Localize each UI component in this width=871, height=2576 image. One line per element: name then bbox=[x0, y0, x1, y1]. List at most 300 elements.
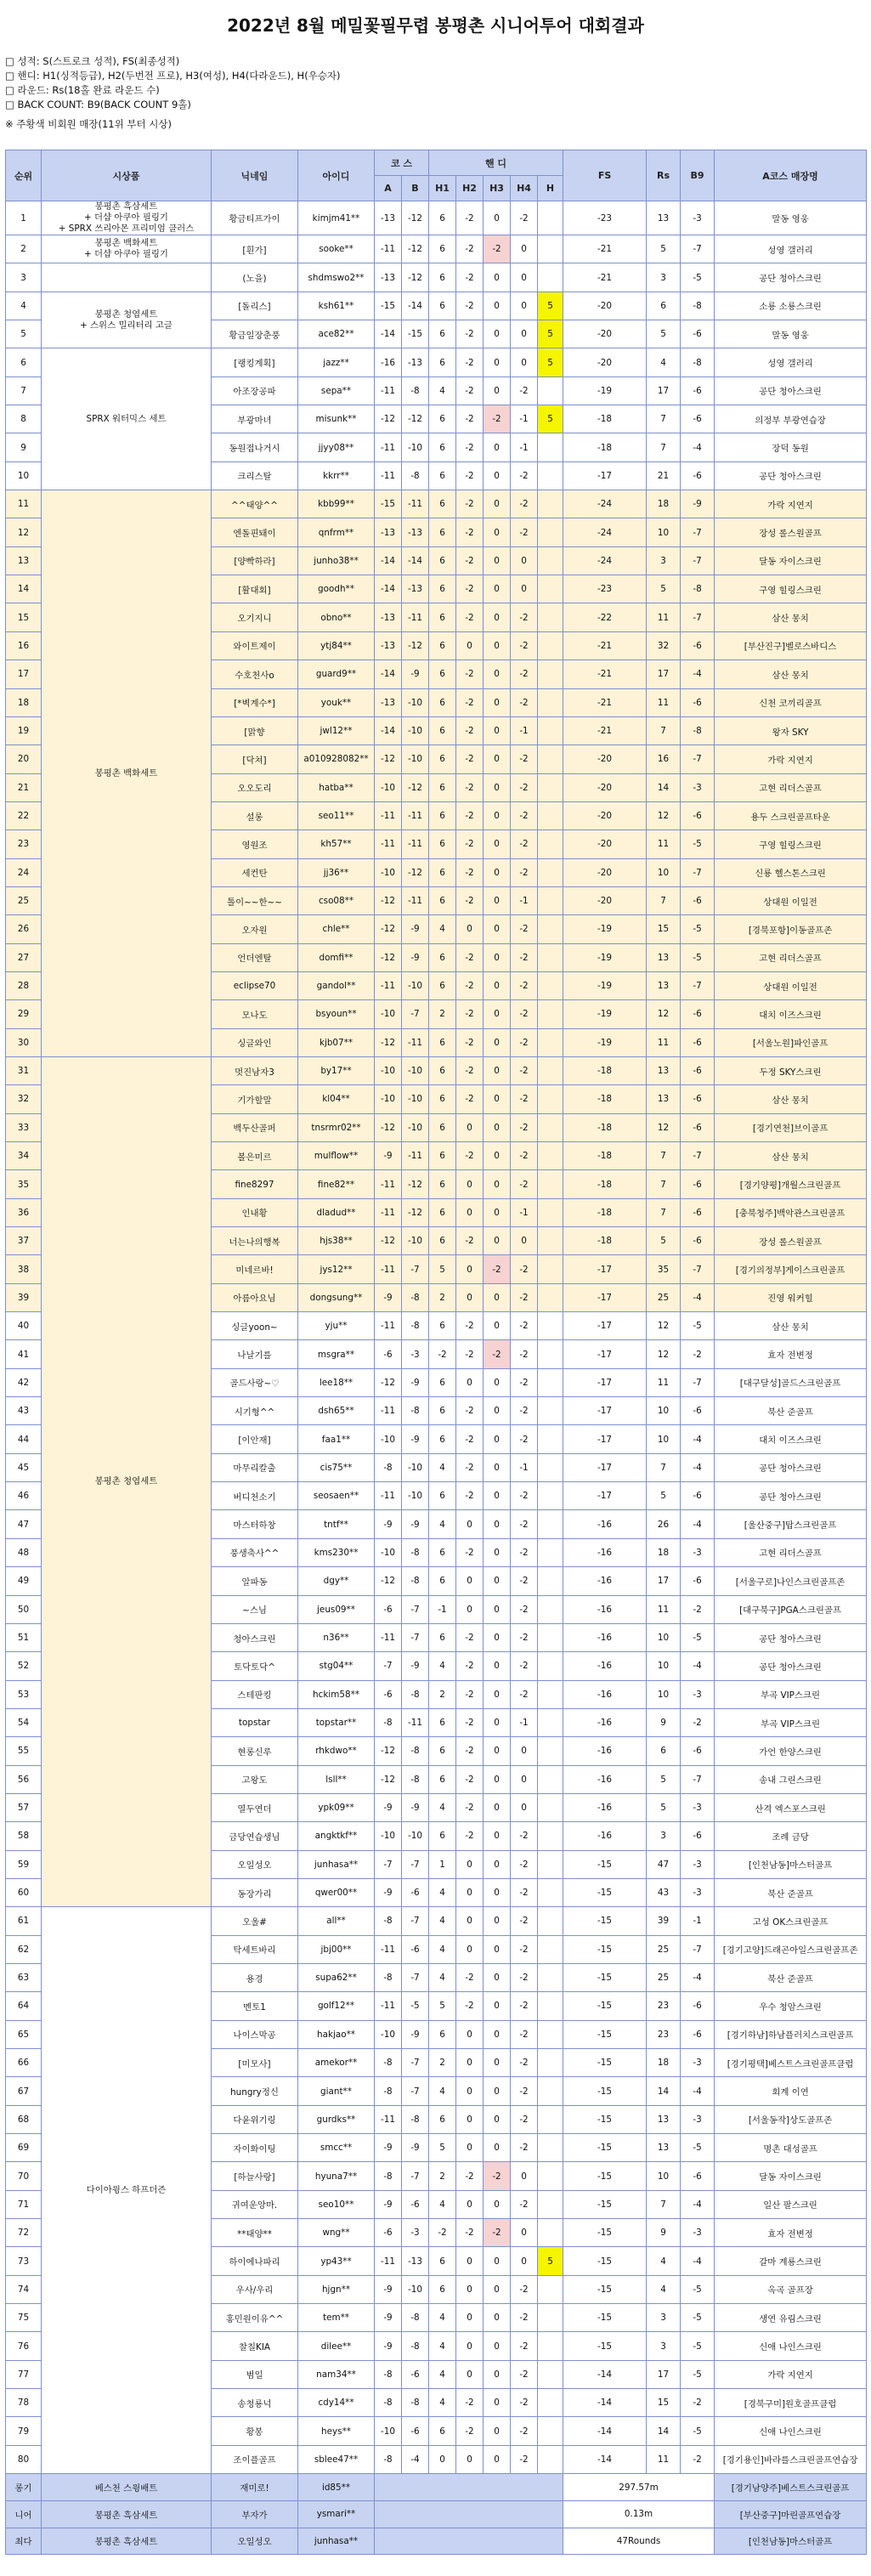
cell-course-a: -9 bbox=[375, 2275, 402, 2303]
cell-venue: 옥곡 골프장 bbox=[715, 2275, 867, 2303]
award-venue: [부산중구]마린골프연습장 bbox=[715, 2500, 867, 2528]
cell-rs: 16 bbox=[647, 745, 681, 773]
cell-h1: 6 bbox=[429, 830, 456, 858]
cell-h2: 0 bbox=[456, 2332, 484, 2360]
cell-nickname: 마무리칼출 bbox=[212, 1453, 298, 1481]
cell-nickname: 너는나의행복 bbox=[212, 1227, 298, 1255]
cell-course-a: -10 bbox=[375, 1000, 402, 1028]
cell-rank: 55 bbox=[6, 1737, 42, 1765]
cell-h2: -2 bbox=[456, 1397, 484, 1425]
cell-nickname: [랭킹계획] bbox=[212, 348, 298, 376]
cell-fs: -17 bbox=[563, 1283, 647, 1311]
cell-h2: -2 bbox=[456, 348, 484, 376]
cell-course-a: -11 bbox=[375, 830, 402, 858]
cell-h3: 0 bbox=[484, 830, 511, 858]
cell-nickname: 오기지니 bbox=[212, 603, 298, 631]
cell-rs: 11 bbox=[647, 603, 681, 631]
cell-h2: -2 bbox=[456, 1793, 484, 1821]
cell-h2: -2 bbox=[456, 1822, 484, 1850]
award-row bbox=[6, 2528, 867, 2555]
cell-rs: 12 bbox=[647, 801, 681, 829]
cell-course-b: -6 bbox=[402, 1878, 429, 1906]
award-prize: 봉평촌 흑삼세트 bbox=[42, 2528, 212, 2555]
cell-course-b: -12 bbox=[402, 1170, 429, 1198]
cell-b9: -4 bbox=[681, 1425, 715, 1453]
cell-h3: 0 bbox=[484, 320, 511, 348]
cell-nickname: 기가할말 bbox=[212, 1085, 298, 1113]
cell-id: dsh65** bbox=[298, 1397, 375, 1425]
cell-h2: 0 bbox=[456, 1850, 484, 1878]
cell-h bbox=[538, 943, 563, 971]
cell-h4: -1 bbox=[511, 1708, 538, 1736]
cell-course-b: -13 bbox=[402, 348, 429, 376]
cell-nickname: fine8297 bbox=[212, 1170, 298, 1198]
cell-course-b: -8 bbox=[402, 1538, 429, 1566]
cell-rs: 5 bbox=[647, 235, 681, 263]
cell-course-b: -11 bbox=[402, 490, 429, 518]
cell-h bbox=[538, 2020, 563, 2048]
cell-h bbox=[538, 1482, 563, 1510]
cell-nickname: 황금티프가이 bbox=[212, 201, 298, 235]
cell-rs: 4 bbox=[647, 2247, 681, 2275]
cell-rank: 23 bbox=[6, 830, 42, 858]
cell-h3: 0 bbox=[484, 1453, 511, 1481]
cell-h1: 2 bbox=[429, 1000, 456, 1028]
cell-course-a: -11 bbox=[375, 235, 402, 263]
cell-course-a: -10 bbox=[375, 2417, 402, 2445]
cell-nickname: 멋진남자3 bbox=[212, 1056, 298, 1084]
cell-venue: 의정부 부광연습장 bbox=[715, 405, 867, 433]
cell-h1: 4 bbox=[429, 1907, 456, 1935]
cell-prize: 봉평촌 백화세트 + 더샵 아쿠아 필링기 bbox=[42, 235, 212, 263]
cell-id: dladud** bbox=[298, 1198, 375, 1226]
cell-fs: -20 bbox=[563, 858, 647, 886]
header-h2: H2 bbox=[456, 176, 484, 201]
cell-fs: -18 bbox=[563, 405, 647, 433]
cell-course-b: -7 bbox=[402, 2077, 429, 2105]
cell-h3: 0 bbox=[484, 348, 511, 376]
cell-id: smcc** bbox=[298, 2134, 375, 2162]
cell-id: ksh61** bbox=[298, 292, 375, 320]
cell-rank: 32 bbox=[6, 1085, 42, 1113]
cell-b9: -3 bbox=[681, 1850, 715, 1878]
cell-h4: -2 bbox=[511, 1368, 538, 1396]
cell-id: kjb07** bbox=[298, 1028, 375, 1056]
cell-fs: -15 bbox=[563, 2190, 647, 2218]
cell-h4: -1 bbox=[511, 405, 538, 433]
cell-course-a: -7 bbox=[375, 1850, 402, 1878]
cell-h3: 0 bbox=[484, 1170, 511, 1198]
cell-h2: 0 bbox=[456, 2134, 484, 2162]
cell-h bbox=[538, 1142, 563, 1170]
cell-b9: -2 bbox=[681, 1595, 715, 1623]
cell-b9: -6 bbox=[681, 461, 715, 490]
cell-rank: 22 bbox=[6, 801, 42, 829]
cell-h1: 6 bbox=[429, 1056, 456, 1084]
cell-prize: 다이아윙스 하프더즌 bbox=[42, 1907, 212, 2474]
cell-rank: 11 bbox=[6, 490, 42, 518]
cell-h1: 6 bbox=[429, 1085, 456, 1113]
cell-fs: -17 bbox=[563, 1397, 647, 1425]
cell-course-a: -10 bbox=[375, 1425, 402, 1453]
cell-h bbox=[538, 1113, 563, 1141]
cell-rank: 19 bbox=[6, 716, 42, 744]
cell-course-a: -8 bbox=[375, 2360, 402, 2388]
cell-b9: -5 bbox=[681, 2134, 715, 2162]
award-value: 297.57m bbox=[563, 2474, 715, 2501]
cell-fs: -18 bbox=[563, 433, 647, 461]
cell-fs: -14 bbox=[563, 2417, 647, 2445]
cell-h1: 6 bbox=[429, 943, 456, 971]
cell-venue: 삼산 몽치 bbox=[715, 603, 867, 631]
cell-h bbox=[538, 263, 563, 292]
cell-b9: -6 bbox=[681, 1227, 715, 1255]
cell-h3: 0 bbox=[484, 2020, 511, 2048]
cell-venue: [경기연천]브이골프 bbox=[715, 1113, 867, 1141]
cell-h bbox=[538, 2219, 563, 2247]
cell-h4: -2 bbox=[511, 801, 538, 829]
cell-b9: -9 bbox=[681, 490, 715, 518]
cell-fs: -21 bbox=[563, 716, 647, 744]
special-awards bbox=[6, 2474, 867, 2555]
cell-fs: -15 bbox=[563, 2077, 647, 2105]
cell-fs: -15 bbox=[563, 2304, 647, 2332]
cell-venue: 갈마 계룡스크린 bbox=[715, 2247, 867, 2275]
cell-nickname: 오울# bbox=[212, 1907, 298, 1935]
cell-fs: -20 bbox=[563, 773, 647, 801]
cell-course-a: -11 bbox=[375, 433, 402, 461]
cell-fs: -18 bbox=[563, 1056, 647, 1084]
cell-rank: 40 bbox=[6, 1312, 42, 1340]
cell-id: a010928082** bbox=[298, 745, 375, 773]
cell-course-b: -8 bbox=[402, 2105, 429, 2133]
cell-h4: -2 bbox=[511, 773, 538, 801]
cell-fs: -19 bbox=[563, 1000, 647, 1028]
cell-venue: 삼산 몽치 bbox=[715, 1142, 867, 1170]
cell-h4: 0 bbox=[511, 292, 538, 320]
cell-nickname: 톨이~~한~~ bbox=[212, 886, 298, 914]
cell-h2: -2 bbox=[456, 971, 484, 999]
cell-venue: 달동 자이스크린 bbox=[715, 546, 867, 575]
cell-nickname: [맑향 bbox=[212, 716, 298, 744]
cell-h4: 0 bbox=[511, 235, 538, 263]
cell-course-b: -7 bbox=[402, 1000, 429, 1028]
cell-b9: -6 bbox=[681, 1992, 715, 2020]
header-course: 코 스 bbox=[375, 150, 429, 176]
cell-course-a: -14 bbox=[375, 320, 402, 348]
cell-nickname: 풍생축사^^ bbox=[212, 1538, 298, 1566]
cell-rs: 13 bbox=[647, 1056, 681, 1084]
cell-b9: -6 bbox=[681, 801, 715, 829]
cell-rank: 80 bbox=[6, 2445, 42, 2473]
cell-nickname: 아조장공파 bbox=[212, 376, 298, 405]
cell-rank: 42 bbox=[6, 1368, 42, 1396]
cell-rs: 5 bbox=[647, 320, 681, 348]
cell-rs: 13 bbox=[647, 201, 681, 235]
cell-course-a: -8 bbox=[375, 2162, 402, 2190]
cell-b9: -7 bbox=[681, 518, 715, 546]
cell-venue: 조례 금당 bbox=[715, 1822, 867, 1850]
cell-b9: -6 bbox=[681, 1085, 715, 1113]
cell-id: cdy14** bbox=[298, 2389, 375, 2417]
cell-b9: -6 bbox=[681, 1482, 715, 1510]
cell-h bbox=[538, 1397, 563, 1425]
cell-h1: 6 bbox=[429, 1113, 456, 1141]
cell-course-a: -11 bbox=[375, 971, 402, 999]
cell-rs: 17 bbox=[647, 1567, 681, 1595]
cell-h bbox=[538, 1935, 563, 1963]
header-a: A bbox=[375, 176, 402, 201]
cell-b9: -6 bbox=[681, 886, 715, 914]
cell-h bbox=[538, 2445, 563, 2473]
cell-rank: 44 bbox=[6, 1425, 42, 1453]
cell-nickname: 스테판킹 bbox=[212, 1680, 298, 1708]
cell-course-b: -6 bbox=[402, 2190, 429, 2218]
cell-h4: -2 bbox=[511, 2049, 538, 2077]
cell-h1: 6 bbox=[429, 1822, 456, 1850]
cell-b9: -8 bbox=[681, 575, 715, 603]
cell-h4: -1 bbox=[511, 886, 538, 914]
cell-h3: 0 bbox=[484, 1283, 511, 1311]
cell-h3: 0 bbox=[484, 1963, 511, 1991]
cell-h3: 0 bbox=[484, 2077, 511, 2105]
cell-course-b: -8 bbox=[402, 1680, 429, 1708]
cell-id: amekor** bbox=[298, 2049, 375, 2077]
cell-rs: 3 bbox=[647, 2304, 681, 2332]
cell-h2: 0 bbox=[456, 1255, 484, 1283]
cell-rank: 49 bbox=[6, 1567, 42, 1595]
cell-nickname: 미네르바! bbox=[212, 1255, 298, 1283]
cell-rs: 5 bbox=[647, 1793, 681, 1821]
cell-course-a: -9 bbox=[375, 1878, 402, 1906]
cell-fs: -20 bbox=[563, 886, 647, 914]
cell-b9: -6 bbox=[681, 1056, 715, 1084]
cell-rs: 10 bbox=[647, 1397, 681, 1425]
cell-id: cis75** bbox=[298, 1453, 375, 1481]
cell-h1: 6 bbox=[429, 2275, 456, 2303]
legend-note: ※ 주황색 비회원 매장(11위 부터 시상) bbox=[5, 118, 172, 130]
cell-h bbox=[538, 1963, 563, 1991]
cell-venue: 구영 힐링스크린 bbox=[715, 575, 867, 603]
cell-id: bsyoun** bbox=[298, 1000, 375, 1028]
cell-course-b: -6 bbox=[402, 2417, 429, 2445]
table-row bbox=[6, 263, 867, 292]
cell-course-b: -9 bbox=[402, 2134, 429, 2162]
cell-h2: -2 bbox=[456, 1765, 484, 1793]
cell-h2: -2 bbox=[456, 858, 484, 886]
cell-course-a: -6 bbox=[375, 1680, 402, 1708]
cell-course-a: -9 bbox=[375, 2134, 402, 2162]
cell-id: youk** bbox=[298, 688, 375, 716]
header-rs: Rs bbox=[647, 150, 681, 201]
cell-b9: -6 bbox=[681, 631, 715, 660]
cell-course-b: -8 bbox=[402, 1737, 429, 1765]
cell-b9: -1 bbox=[681, 1907, 715, 1935]
header-fs: FS bbox=[563, 150, 647, 201]
cell-rs: 13 bbox=[647, 2134, 681, 2162]
cell-venue: 일산 팔스크린 bbox=[715, 2190, 867, 2218]
cell-fs: -15 bbox=[563, 1907, 647, 1935]
cell-b9: -3 bbox=[681, 773, 715, 801]
cell-course-b: -10 bbox=[402, 971, 429, 999]
cell-h4: -2 bbox=[511, 2275, 538, 2303]
cell-course-b: -8 bbox=[402, 1567, 429, 1595]
cell-h2: 0 bbox=[456, 1595, 484, 1623]
cell-h2: -2 bbox=[456, 235, 484, 263]
cell-b9: -5 bbox=[681, 2417, 715, 2445]
cell-rank: 45 bbox=[6, 1453, 42, 1481]
cell-nickname: 골드사랑~♡ bbox=[212, 1368, 298, 1396]
cell-b9: -6 bbox=[681, 1737, 715, 1765]
cell-h1: 6 bbox=[429, 1425, 456, 1453]
cell-h3: -2 bbox=[484, 1255, 511, 1283]
cell-venue: 북산 준골프 bbox=[715, 1963, 867, 1991]
cell-rs: 7 bbox=[647, 886, 681, 914]
cell-h bbox=[538, 1652, 563, 1680]
cell-h bbox=[538, 1992, 563, 2020]
cell-h4: -2 bbox=[511, 660, 538, 688]
cell-h4: -2 bbox=[511, 2077, 538, 2105]
cell-course-a: -10 bbox=[375, 1085, 402, 1113]
cell-course-b: -7 bbox=[402, 1963, 429, 1991]
cell-course-b: -12 bbox=[402, 631, 429, 660]
cell-rank: 47 bbox=[6, 1510, 42, 1538]
cell-course-a: -12 bbox=[375, 745, 402, 773]
cell-fs: -21 bbox=[563, 235, 647, 263]
cell-venue: 가락 지연지 bbox=[715, 490, 867, 518]
cell-h4: -2 bbox=[511, 1340, 538, 1368]
cell-course-a: -8 bbox=[375, 2077, 402, 2105]
cell-nickname: 오오도리 bbox=[212, 773, 298, 801]
cell-h1: 4 bbox=[429, 915, 456, 943]
cell-id: hatba** bbox=[298, 773, 375, 801]
cell-h4: 0 bbox=[511, 546, 538, 575]
cell-h1: 2 bbox=[429, 2162, 456, 2190]
header-prize: 시상품 bbox=[42, 150, 212, 201]
cell-rank: 3 bbox=[6, 263, 42, 292]
cell-venue: 구영 힐링스크린 bbox=[715, 830, 867, 858]
cell-id: stg04** bbox=[298, 1652, 375, 1680]
cell-h2: -2 bbox=[456, 745, 484, 773]
cell-fs: -16 bbox=[563, 1623, 647, 1651]
cell-course-b: -8 bbox=[402, 2389, 429, 2417]
award-spacer bbox=[375, 2474, 563, 2501]
cell-course-b: -8 bbox=[402, 1397, 429, 1425]
cell-h1: 6 bbox=[429, 660, 456, 688]
cell-fs: -23 bbox=[563, 575, 647, 603]
cell-venue: [부산진구]벨로스바디스 bbox=[715, 631, 867, 660]
cell-h3: 0 bbox=[484, 1878, 511, 1906]
cell-rs: 7 bbox=[647, 1453, 681, 1481]
cell-h4: -2 bbox=[511, 2445, 538, 2473]
cell-b9: -7 bbox=[681, 546, 715, 575]
cell-h bbox=[538, 660, 563, 688]
cell-id: yju** bbox=[298, 1312, 375, 1340]
cell-b9: -6 bbox=[681, 376, 715, 405]
cell-rank: 38 bbox=[6, 1255, 42, 1283]
cell-rank: 20 bbox=[6, 745, 42, 773]
cell-h2: -2 bbox=[456, 1482, 484, 1510]
cell-course-b: -4 bbox=[402, 2445, 429, 2473]
cell-rs: 23 bbox=[647, 2020, 681, 2048]
cell-h1: 6 bbox=[429, 631, 456, 660]
cell-course-b: -9 bbox=[402, 1793, 429, 1821]
cell-h3: -2 bbox=[484, 235, 511, 263]
cell-course-b: -7 bbox=[402, 2049, 429, 2077]
cell-id: kl04** bbox=[298, 1085, 375, 1113]
cell-course-b: -10 bbox=[402, 716, 429, 744]
cell-h4: -2 bbox=[511, 1000, 538, 1028]
cell-h2: 0 bbox=[456, 1878, 484, 1906]
cell-b9: -4 bbox=[681, 2077, 715, 2105]
cell-b9: -8 bbox=[681, 292, 715, 320]
cell-h bbox=[538, 1085, 563, 1113]
table-row bbox=[6, 235, 867, 263]
cell-h bbox=[538, 1765, 563, 1793]
cell-rs: 4 bbox=[647, 2275, 681, 2303]
cell-venue: 가언 한양스크린 bbox=[715, 1737, 867, 1765]
award-spacer bbox=[375, 2528, 563, 2555]
cell-h2: -2 bbox=[456, 1992, 484, 2020]
cell-course-b: -13 bbox=[402, 518, 429, 546]
award-nickname: 부자가 bbox=[212, 2500, 298, 2528]
cell-h4: -2 bbox=[511, 2105, 538, 2133]
award-row bbox=[6, 2500, 867, 2528]
award-spacer bbox=[375, 2500, 563, 2528]
cell-h1: 6 bbox=[429, 1737, 456, 1765]
cell-h3: 0 bbox=[484, 1737, 511, 1765]
cell-course-b: -14 bbox=[402, 292, 429, 320]
cell-rank: 7 bbox=[6, 376, 42, 405]
cell-id: gandol** bbox=[298, 971, 375, 999]
cell-h4: -1 bbox=[511, 716, 538, 744]
cell-h1: 6 bbox=[429, 490, 456, 518]
cell-course-b: -12 bbox=[402, 263, 429, 292]
cell-h3: 0 bbox=[484, 1708, 511, 1736]
cell-fs: -21 bbox=[563, 660, 647, 688]
cell-venue: 송내 그린스크린 bbox=[715, 1765, 867, 1793]
cell-prize: SPRX 워터믹스 세트 bbox=[42, 348, 212, 490]
cell-course-b: -7 bbox=[402, 1595, 429, 1623]
cell-b9: -6 bbox=[681, 2162, 715, 2190]
cell-h1: 6 bbox=[429, 886, 456, 914]
cell-venue: 장성 롤스원골프 bbox=[715, 518, 867, 546]
cell-h4: -2 bbox=[511, 688, 538, 716]
cell-h3: 0 bbox=[484, 2134, 511, 2162]
cell-rank: 18 bbox=[6, 688, 42, 716]
cell-course-b: -10 bbox=[402, 1113, 429, 1141]
cell-venue: 부곡 VIP스크린 bbox=[715, 1680, 867, 1708]
cell-h bbox=[538, 603, 563, 631]
cell-rank: 6 bbox=[6, 348, 42, 376]
cell-id: tem** bbox=[298, 2304, 375, 2332]
cell-h3: 0 bbox=[484, 801, 511, 829]
cell-b9: -6 bbox=[681, 1000, 715, 1028]
cell-venue: 명촌 대성골프 bbox=[715, 2134, 867, 2162]
cell-rs: 13 bbox=[647, 1085, 681, 1113]
cell-b9: -4 bbox=[681, 1510, 715, 1538]
cell-nickname: eclipse70 bbox=[212, 971, 298, 999]
cell-rank: 43 bbox=[6, 1397, 42, 1425]
legend-line: □ BACK COUNT: B9(BACK COUNT 9홀) bbox=[5, 99, 191, 110]
cell-rs: 6 bbox=[647, 292, 681, 320]
cell-venue: 장덕 동원 bbox=[715, 433, 867, 461]
cell-h3: 0 bbox=[484, 1538, 511, 1566]
cell-h4: -2 bbox=[511, 1623, 538, 1651]
cell-h1: 6 bbox=[429, 348, 456, 376]
cell-rank: 12 bbox=[6, 518, 42, 546]
cell-id: kms230** bbox=[298, 1538, 375, 1566]
